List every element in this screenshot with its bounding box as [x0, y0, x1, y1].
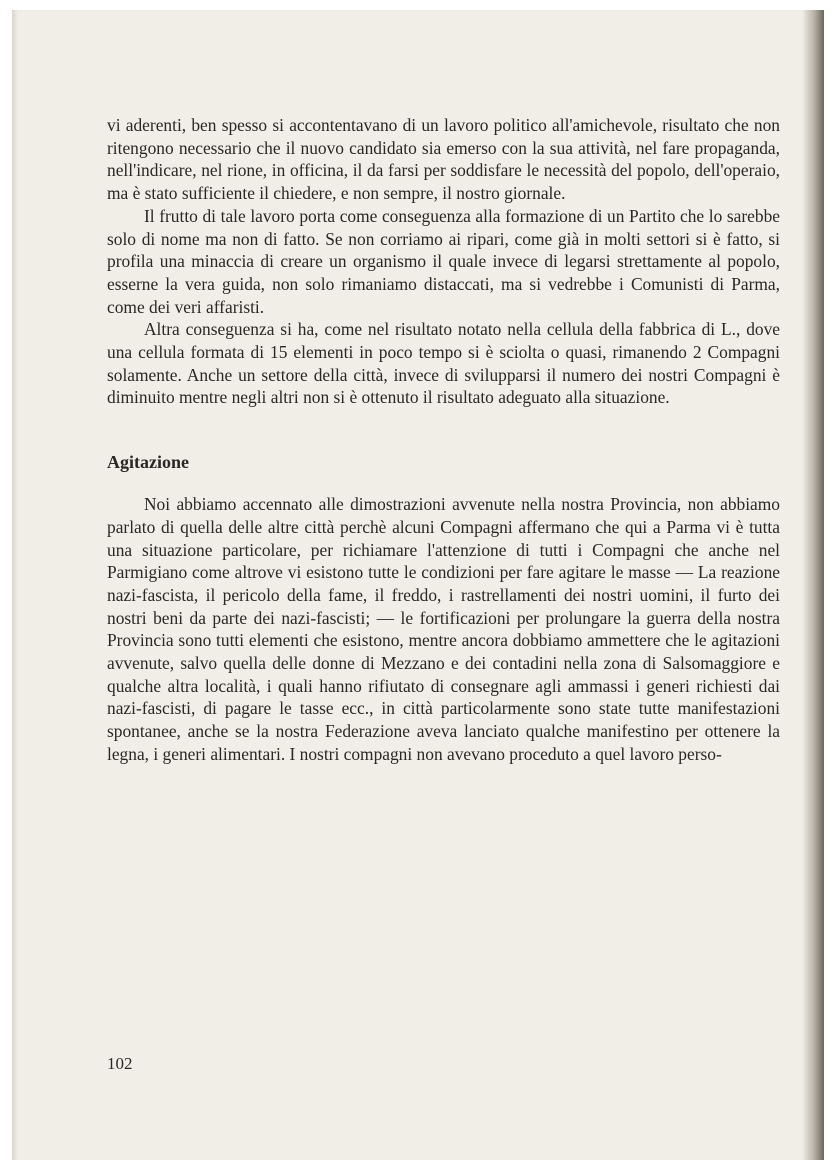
scanned-page — [12, 10, 824, 1160]
page-number: 102 — [107, 1054, 133, 1073]
section-heading: Agitazione — [107, 452, 189, 473]
text-column — [107, 114, 780, 766]
paragraph-agitation: Noi abbiamo accennato alle dimostrazioni avvenute nella nostra Provincia, non abbiamo parlato di quella delle altre città perchè alcuni Compagni affermano che qui a Parma vi è tutta una situazione particolare, per richiamare l'attenzione di tutti i Compagni che anche nel Parmigiano come altrove vi esistono tutte le condizioni per fare agitare le masse — La reazione nazi-fascista, il pericolo della fame, il freddo, i rastrellamenti dei nostri uomini, il furto dei nostri beni da parte dei nazi-fascisti; — le fortificazioni per prolungare la guerra della nostra Provincia sono tutti elementi che esistono, mentre ancora dobbiamo ammettere che le agitazioni avvenute, salvo quella delle donne di Mezzano e dei contadini nella zona di Salsomaggiore e qualche altra località, i quali hanno rifiutato di consegnare agli ammassi i generi richiesti dai nazi-fascisti, di pagare le tasse ecc., in città particolarmente sono state tutte manifestazioni spontanee, anche se la nostra Federazione aveva lanciato qualche manifestino per ottenere la legna, i generi alimentari. I nostri compagni non avevano proceduto a quel lavoro perso- — [107, 494, 780, 764]
paragraph-continuation: vi aderenti, ben spesso si accontentavano di un lavoro politico all'amichevole, risultato che non ritengono necessario che il nuovo candidato sia emerso con la sua attività, nel fare propaganda, nell'indicare, nel rione, in officina, il da farsi per soddisfare le necessità del popolo, dell'operaio, ma è stato sufficiente il chiedere, e non sempre, il nostro giornale. — [107, 115, 780, 204]
paragraph-other-consequence: Altra conseguenza si ha, come nel risultato notato nella cellula della fabbrica di L., dove una cellula formata di 15 elementi in poco tempo si è sciolta o quasi, rimanendo 2 Compagni solamente. Anche un settore della città, invece di svilupparsi il numero dei nostri Compagni è diminuito mentre negli altri non si è ottenuto il risultato adeguato alla situazione. — [107, 319, 780, 408]
paragraph-consequence: Il frutto di tale lavoro porta come conseguenza alla formazione di un Partito che lo sarebbe solo di nome ma non di fatto. Se non corriamo ai ripari, come già in molti settori si è fatto, si profila una minaccia di creare un organismo il quale invece di legarsi strettamente al popolo, esserne la vera guida, non solo rimaniamo distaccati, ma si vedrebbe i Comunisti di Parma, come dei veri affaristi. — [107, 205, 780, 317]
